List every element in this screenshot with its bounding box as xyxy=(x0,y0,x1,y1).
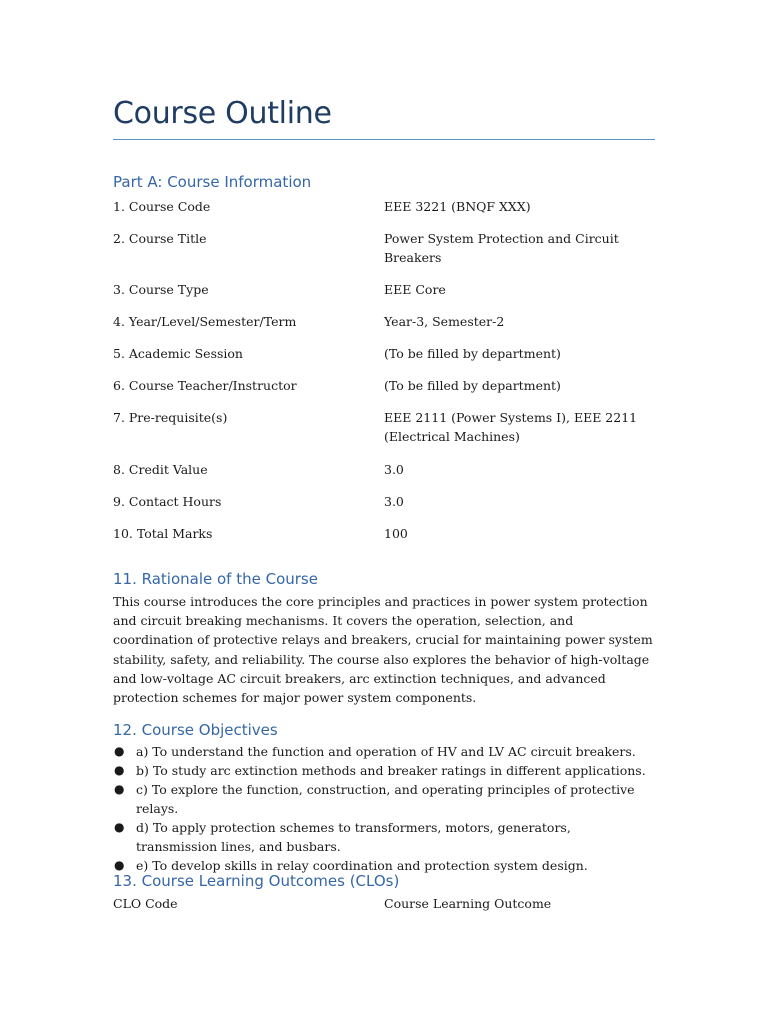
course-info-value: Year-3, Semester-2 xyxy=(384,314,505,329)
rationale-paragraph: This course introduces the core principles and practices in power system protection and circuit breaking mechanisms. It covers the operation, selection, and coordination of protective relays and breakers, crucial for maintaining power system stability, safety, and reliability. The course also explores the behavior of high-voltage and low-voltage AC circuit breakers, arc extinction techniques, and advanced protection schemes for major power system components. xyxy=(113,594,653,706)
clo-outcome-column-header: Course Learning Outcome xyxy=(384,896,552,911)
page-title: Course Outline xyxy=(113,96,332,131)
objective-text: d) To apply protection schemes to transformers, motors, generators, transmission lines, and busbars. xyxy=(136,820,571,854)
course-info-value: 3.0 xyxy=(384,494,404,509)
list-item xyxy=(113,761,655,780)
course-info-label: 6. Course Teacher/Instructor xyxy=(113,378,297,393)
course-info-value: EEE Core xyxy=(384,282,446,297)
course-info-label: 4. Year/Level/Semester/Term xyxy=(113,314,297,329)
bullet-icon: ● xyxy=(114,858,125,872)
course-info-value: EEE 2111 (Power Systems I), EEE 2211 (Electrical Machines) xyxy=(384,410,638,444)
course-info-value: (To be filled by department) xyxy=(384,346,561,361)
bullet-icon: ● xyxy=(114,782,125,796)
course-info-value: 100 xyxy=(384,526,408,541)
course-info-value: 3.0 xyxy=(384,462,404,477)
list-item xyxy=(113,742,655,761)
course-info-value: Power System Protection and Circuit Breakers xyxy=(384,231,619,265)
course-info-label: 3. Course Type xyxy=(113,282,209,297)
course-info-value: (To be filled by department) xyxy=(384,378,561,393)
course-info-label: 7. Pre-requisite(s) xyxy=(113,410,228,425)
bullet-icon: ● xyxy=(114,744,125,758)
objectives-heading: 12. Course Objectives xyxy=(113,721,278,739)
bullet-icon: ● xyxy=(114,763,125,777)
course-info-label: 8. Credit Value xyxy=(113,462,208,477)
title-rule xyxy=(113,139,655,140)
clos-heading: 13. Course Learning Outcomes (CLOs) xyxy=(113,872,400,890)
list-item xyxy=(113,780,655,818)
objectives-list xyxy=(113,742,655,875)
objective-text: a) To understand the function and operation of HV and LV AC circuit breakers. xyxy=(136,744,636,759)
rationale-heading: 11. Rationale of the Course xyxy=(113,570,318,588)
course-info-label: 10. Total Marks xyxy=(113,526,213,541)
objective-text: c) To explore the function, construction, and operating principles of protective relays. xyxy=(136,782,635,816)
clo-code-column-header: CLO Code xyxy=(113,896,178,911)
course-info-label: 2. Course Title xyxy=(113,231,207,246)
list-item xyxy=(113,818,655,856)
part-a-heading: Part A: Course Information xyxy=(113,173,312,191)
course-info-value: EEE 3221 (BNQF XXX) xyxy=(384,199,531,214)
objective-text: b) To study arc extinction methods and breaker ratings in different applications. xyxy=(136,763,646,778)
course-info-label: 9. Contact Hours xyxy=(113,494,222,509)
bullet-icon: ● xyxy=(114,820,125,834)
course-info-label: 1. Course Code xyxy=(113,199,211,214)
course-info-label: 5. Academic Session xyxy=(113,346,243,361)
objective-text: e) To develop skills in relay coordination and protection system design. xyxy=(136,858,588,873)
